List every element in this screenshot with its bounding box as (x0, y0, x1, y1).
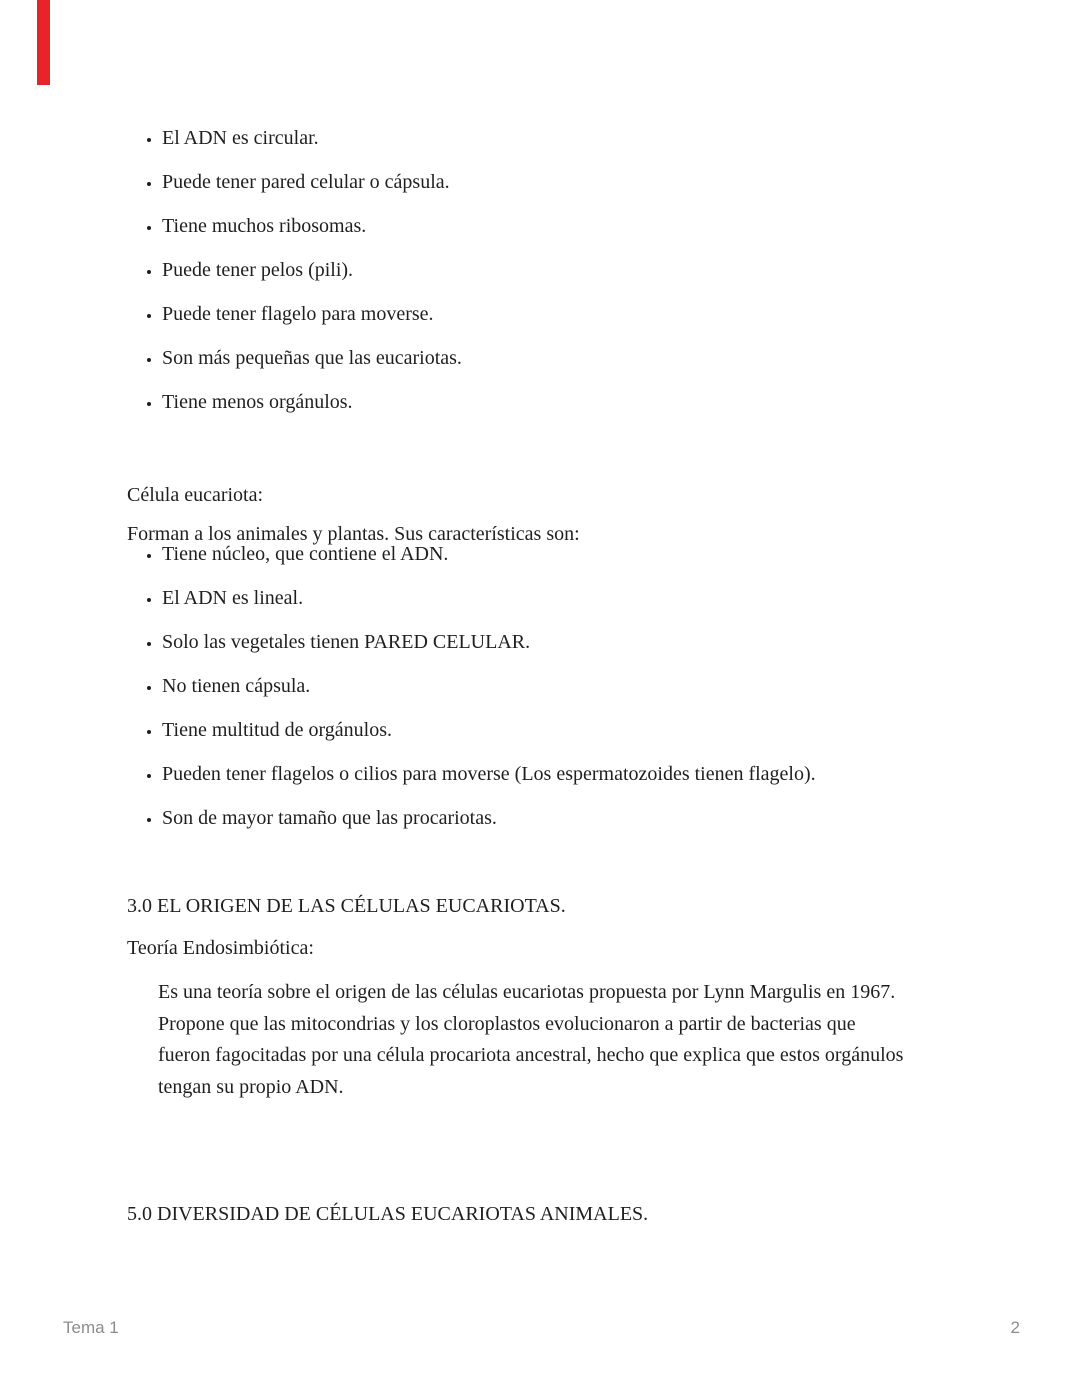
list-item: • Son de mayor tamaño que las procariotas. (162, 808, 1020, 828)
list-item: • Puede tener pared celular o cápsula. (162, 172, 1020, 192)
paragraph-line: fueron fagocitadas por una célula procariota ancestral, hecho que explica que estos orgánulos (158, 1044, 904, 1066)
list-item: • Tiene menos orgánulos. (162, 392, 1020, 412)
bullet-list-procariota (127, 128, 1020, 412)
list-item: • El ADN es circular. (162, 128, 1020, 148)
teoria-paragraph (158, 977, 1020, 1103)
red-marker (37, 0, 50, 85)
list-item: • Puede tener flagelo para moverse. (162, 304, 1020, 324)
paragraph-line: tengan su propio ADN. (158, 1075, 344, 1098)
list-item: • Tiene multitud de orgánulos. (162, 720, 1020, 740)
footer-page-number: 2 (1010, 1318, 1020, 1337)
list-item: • Pueden tener flagelos o cilios para moverse (Los espermatozoides tienen flagelo). (162, 764, 1020, 784)
bullet-list-eucariota (127, 544, 1020, 828)
list-item: • Puede tener pelos (pili). (162, 260, 1020, 280)
subheading-teoria: Teoría Endosimbiótica: (127, 937, 314, 959)
list-item: • Tiene núcleo, que contiene el ADN. (162, 544, 1020, 564)
eucariota-title: Célula eucariota: (127, 484, 264, 506)
list-item: • El ADN es lineal. (162, 588, 1020, 608)
footer-topic-label: Tema 1 (63, 1318, 119, 1337)
section-heading-origen: 3.0 EL ORIGEN DE LAS CÉLULAS EUCARIOTAS. (127, 895, 566, 917)
list-item: • No tienen cápsula. (162, 676, 1020, 696)
paragraph-line: Propone que las mitocondrias y los cloroplastos evolucionaron a partir de bacterias que (158, 1012, 856, 1035)
list-item: • Tiene muchos ribosomas. (162, 216, 1020, 236)
eucariota-intro: Forman a los animales y plantas. Sus características son: (127, 523, 580, 545)
list-item: • Son más pequeñas que las eucariotas. (162, 348, 1020, 368)
section-heading-diversidad: 5.0 DIVERSIDAD DE CÉLULAS EUCARIOTAS ANIMALES. (127, 1203, 649, 1225)
paragraph-line: Es una teoría sobre el origen de las células eucariotas propuesta por Lynn Margulis en 1967. (158, 981, 896, 1003)
list-item: • Solo las vegetales tienen PARED CELULAR. (162, 632, 1020, 652)
